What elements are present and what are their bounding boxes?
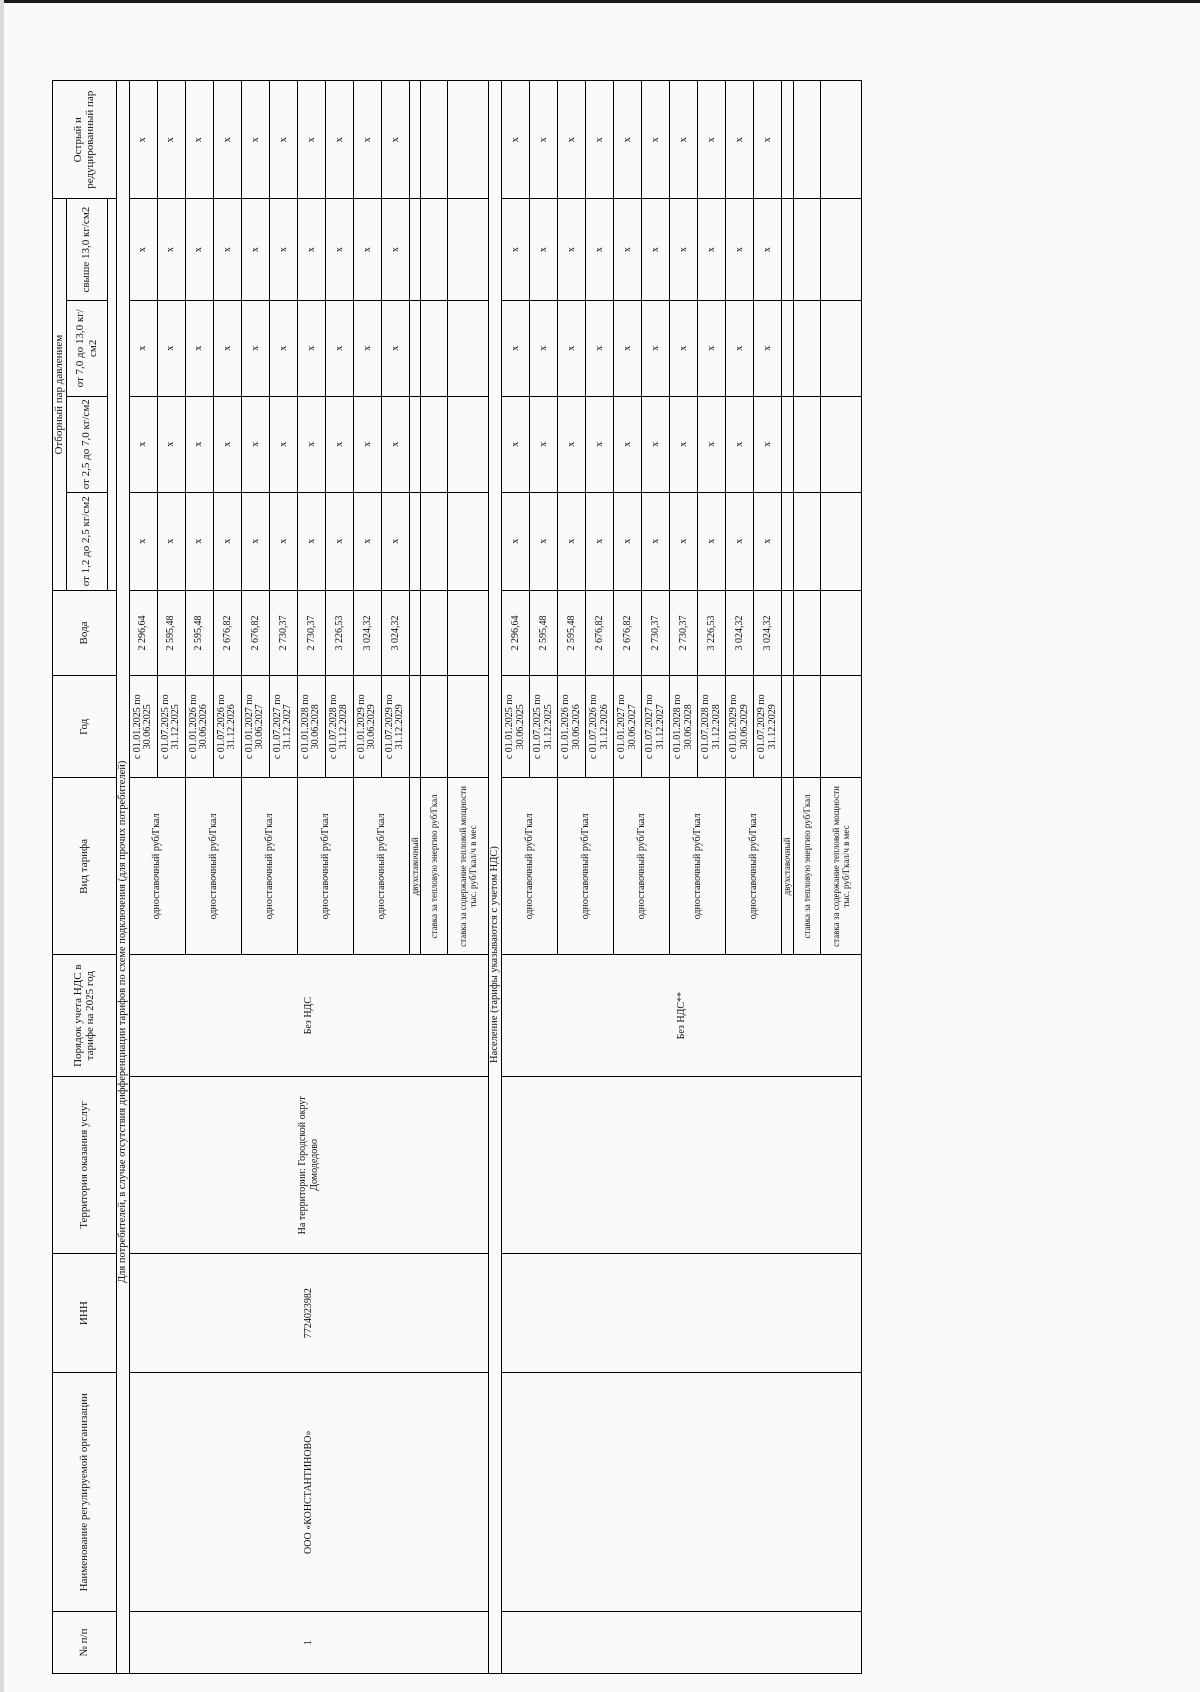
x-mark-cell: x xyxy=(670,492,698,590)
period-cell: с 01.07.2025 по 31.12.2025 xyxy=(157,676,185,778)
section-banner: Население (тарифы указываются с учетом НДС) xyxy=(489,81,502,1674)
x-mark-cell: x xyxy=(754,81,782,199)
x-mark-cell: x xyxy=(157,396,185,492)
header-territory: Территория оказания услуг xyxy=(53,1076,117,1253)
header-pressure-1: от 1,2 до 2,5 кг/см2 xyxy=(66,492,107,590)
x-mark-cell: x xyxy=(325,81,353,199)
x-mark-cell: x xyxy=(726,396,754,492)
empty-cell xyxy=(793,590,820,675)
x-mark-cell: x xyxy=(502,199,530,300)
x-mark-cell: x xyxy=(558,492,586,590)
tariff-body xyxy=(116,81,861,1674)
water-tariff-cell: 3 226,53 xyxy=(325,590,353,675)
x-mark-cell: x xyxy=(726,492,754,590)
empty-cell xyxy=(782,199,793,300)
x-mark-cell: x xyxy=(754,199,782,300)
empty-cell xyxy=(793,300,820,396)
x-mark-cell: x xyxy=(241,492,269,590)
x-mark-cell: x xyxy=(353,396,381,492)
organization-cell xyxy=(502,1373,862,1612)
empty-cell xyxy=(448,590,489,675)
x-mark-cell: x xyxy=(129,492,157,590)
tariff-type-cell: одноставочный руб/Гкал xyxy=(502,778,558,955)
period-cell: с 01.01.2029 по 30.06.2029 xyxy=(726,676,754,778)
x-mark-cell: x xyxy=(325,396,353,492)
x-mark-cell: x xyxy=(297,492,325,590)
water-tariff-cell: 2 676,82 xyxy=(241,590,269,675)
header-pressure-2: от 2,5 до 7,0 кг/см2 xyxy=(66,396,107,492)
tariff-type-cell: одноставочный руб/Гкал xyxy=(670,778,726,955)
x-mark-cell: x xyxy=(586,199,614,300)
tariff-type-cell: одноставочный руб/Гкал xyxy=(297,778,353,955)
water-tariff-cell: 2 730,37 xyxy=(269,590,297,675)
organization-cell: ООО «КОНСТАНТИНОВО» xyxy=(129,1373,489,1612)
x-mark-cell: x xyxy=(129,396,157,492)
empty-cell xyxy=(782,590,793,675)
empty-cell xyxy=(421,492,448,590)
tariff-type-cell: одноставочный руб/Гкал xyxy=(558,778,614,955)
inn-cell xyxy=(502,1253,862,1372)
water-tariff-cell: 2 296,64 xyxy=(129,590,157,675)
x-mark-cell: x xyxy=(614,300,642,396)
row-number-cell xyxy=(502,1612,862,1674)
x-mark-cell: x xyxy=(530,396,558,492)
x-mark-cell: x xyxy=(269,199,297,300)
x-mark-cell: x xyxy=(185,396,213,492)
water-tariff-cell: 3 024,32 xyxy=(381,590,409,675)
empty-cell xyxy=(820,590,861,675)
x-mark-cell: x xyxy=(642,492,670,590)
empty-cell xyxy=(421,676,448,778)
empty-cell xyxy=(782,300,793,396)
x-mark-cell: x xyxy=(269,81,297,199)
x-mark-cell: x xyxy=(642,396,670,492)
x-mark-cell: x xyxy=(381,81,409,199)
period-cell: с 01.01.2027 по 30.06.2027 xyxy=(614,676,642,778)
x-mark-cell: x xyxy=(614,199,642,300)
water-tariff-cell: 2 676,82 xyxy=(213,590,241,675)
x-mark-cell: x xyxy=(558,396,586,492)
x-mark-cell: x xyxy=(726,199,754,300)
x-mark-cell: x xyxy=(614,81,642,199)
header-pressure-3: от 7,0 до 13,0 кг/см2 xyxy=(66,300,107,396)
x-mark-cell: x xyxy=(642,199,670,300)
scan-top-edge xyxy=(0,0,1200,3)
territory-cell: На территории: Городской округ Домодедово xyxy=(129,1076,489,1253)
x-mark-cell: x xyxy=(698,396,726,492)
x-mark-cell: x xyxy=(129,199,157,300)
water-tariff-cell: 2 676,82 xyxy=(614,590,642,675)
period-cell: с 01.01.2025 по 30.06.2025 xyxy=(502,676,530,778)
x-mark-cell: x xyxy=(381,396,409,492)
x-mark-cell: x xyxy=(129,300,157,396)
empty-cell xyxy=(793,199,820,300)
empty-cell xyxy=(409,300,420,396)
empty-cell xyxy=(409,199,420,300)
rate-capacity-label: ставка за содержание тепловой мощности тыс. руб/Гкал/ч в мес xyxy=(820,778,861,955)
x-mark-cell: x xyxy=(698,492,726,590)
empty-cell xyxy=(820,300,861,396)
x-mark-cell: x xyxy=(353,81,381,199)
empty-cell xyxy=(782,676,793,778)
tariff-type-cell: одноставочный руб/Гкал xyxy=(353,778,409,955)
x-mark-cell: x xyxy=(269,300,297,396)
two-part-label: двухставочный xyxy=(782,778,793,955)
empty-cell xyxy=(409,676,420,778)
water-tariff-cell: 3 024,32 xyxy=(353,590,381,675)
x-mark-cell: x xyxy=(558,300,586,396)
header-water: Вода xyxy=(53,590,117,675)
empty-cell xyxy=(782,81,793,199)
x-mark-cell: x xyxy=(530,199,558,300)
period-cell: с 01.01.2029 по 30.06.2029 xyxy=(353,676,381,778)
header-vat-order: Порядок учета НДС в тарифе на 2025 год xyxy=(53,955,117,1077)
period-cell: с 01.07.2026 по 31.12.2026 xyxy=(586,676,614,778)
x-mark-cell: x xyxy=(726,81,754,199)
empty-cell xyxy=(448,396,489,492)
x-mark-cell: x xyxy=(213,81,241,199)
period-cell: с 01.01.2025 по 30.06.2025 xyxy=(129,676,157,778)
empty-cell xyxy=(820,676,861,778)
period-cell: с 01.07.2025 по 31.12.2025 xyxy=(530,676,558,778)
empty-cell xyxy=(421,300,448,396)
x-mark-cell: x xyxy=(586,300,614,396)
x-mark-cell: x xyxy=(754,396,782,492)
water-tariff-cell: 3 226,53 xyxy=(698,590,726,675)
header-selected-steam: Отборный пар давлением xyxy=(53,199,67,590)
x-mark-cell: x xyxy=(381,199,409,300)
x-mark-cell: x xyxy=(726,300,754,396)
tariff-type-cell: одноставочный руб/Гкал xyxy=(185,778,241,955)
x-mark-cell: x xyxy=(502,81,530,199)
water-tariff-cell: 2 595,48 xyxy=(185,590,213,675)
x-mark-cell: x xyxy=(185,300,213,396)
x-mark-cell: x xyxy=(754,300,782,396)
x-mark-cell: x xyxy=(129,81,157,199)
period-cell: с 01.01.2028 по 30.06.2028 xyxy=(670,676,698,778)
empty-cell xyxy=(782,396,793,492)
x-mark-cell: x xyxy=(297,199,325,300)
water-tariff-cell: 2 730,37 xyxy=(642,590,670,675)
empty-cell xyxy=(409,590,420,675)
x-mark-cell: x xyxy=(698,199,726,300)
x-mark-cell: x xyxy=(642,300,670,396)
x-mark-cell: x xyxy=(297,81,325,199)
water-tariff-cell: 2 595,48 xyxy=(157,590,185,675)
table-row xyxy=(129,81,157,1674)
water-tariff-cell: 3 024,32 xyxy=(726,590,754,675)
empty-cell xyxy=(820,396,861,492)
period-cell: с 01.01.2026 по 30.06.2026 xyxy=(185,676,213,778)
water-tariff-cell: 2 730,37 xyxy=(670,590,698,675)
water-tariff-cell: 2 595,48 xyxy=(558,590,586,675)
x-mark-cell: x xyxy=(241,300,269,396)
empty-cell xyxy=(820,492,861,590)
x-mark-cell: x xyxy=(558,199,586,300)
x-mark-cell: x xyxy=(213,199,241,300)
header-num: № п/п xyxy=(53,1612,117,1674)
vat-order-cell: Без НДС xyxy=(129,955,489,1077)
period-cell: с 01.07.2028 по 31.12.2028 xyxy=(325,676,353,778)
x-mark-cell: x xyxy=(502,396,530,492)
x-mark-cell: x xyxy=(754,492,782,590)
x-mark-cell: x xyxy=(325,300,353,396)
water-tariff-cell: 2 676,82 xyxy=(586,590,614,675)
scan-left-edge xyxy=(0,0,4,1692)
period-cell: с 01.07.2027 по 31.12.2027 xyxy=(642,676,670,778)
tariff-type-cell: одноставочный руб/Гкал xyxy=(726,778,782,955)
empty-cell xyxy=(793,492,820,590)
period-cell: с 01.07.2029 по 31.12.2029 xyxy=(754,676,782,778)
x-mark-cell: x xyxy=(502,300,530,396)
header-year: Год xyxy=(53,676,117,778)
empty-cell xyxy=(421,199,448,300)
empty-cell xyxy=(409,396,420,492)
x-mark-cell: x xyxy=(325,492,353,590)
header-inn: ИНН xyxy=(53,1253,117,1372)
x-mark-cell: x xyxy=(213,300,241,396)
x-mark-cell: x xyxy=(241,81,269,199)
x-mark-cell: x xyxy=(670,396,698,492)
x-mark-cell: x xyxy=(185,199,213,300)
empty-cell xyxy=(820,199,861,300)
period-cell: с 01.07.2027 по 31.12.2027 xyxy=(269,676,297,778)
water-tariff-cell: 2 730,37 xyxy=(297,590,325,675)
x-mark-cell: x xyxy=(698,300,726,396)
x-mark-cell: x xyxy=(213,492,241,590)
x-mark-cell: x xyxy=(157,199,185,300)
period-cell: с 01.01.2026 по 30.06.2026 xyxy=(558,676,586,778)
empty-cell xyxy=(793,396,820,492)
x-mark-cell: x xyxy=(614,396,642,492)
x-mark-cell: x xyxy=(241,199,269,300)
tariff-type-cell: одноставочный руб/Гкал xyxy=(129,778,185,955)
tariff-table xyxy=(52,80,862,1674)
x-mark-cell: x xyxy=(586,396,614,492)
x-mark-cell: x xyxy=(157,492,185,590)
empty-cell xyxy=(448,676,489,778)
x-mark-cell: x xyxy=(185,492,213,590)
header-organization: Наименование регулируемой организации xyxy=(53,1373,117,1612)
rotated-table-wrapper xyxy=(52,80,862,1674)
x-mark-cell: x xyxy=(670,300,698,396)
x-mark-cell: x xyxy=(157,300,185,396)
empty-cell xyxy=(448,199,489,300)
header-tariff-type: Вид тарифа xyxy=(53,778,117,955)
header-spacer xyxy=(107,199,116,590)
rate-energy-label: ставка за тепловую энергию руб/Гкал xyxy=(421,778,448,955)
tariff-type-cell: одноставочный руб/Гкал xyxy=(614,778,670,955)
x-mark-cell: x xyxy=(530,81,558,199)
x-mark-cell: x xyxy=(325,199,353,300)
empty-cell xyxy=(409,81,420,199)
x-mark-cell: x xyxy=(381,300,409,396)
empty-cell xyxy=(448,81,489,199)
x-mark-cell: x xyxy=(642,81,670,199)
x-mark-cell: x xyxy=(269,396,297,492)
header-sharp-steam: Острый и редуцированный пар xyxy=(53,81,117,199)
water-tariff-cell: 2 296,64 xyxy=(502,590,530,675)
x-mark-cell: x xyxy=(213,396,241,492)
empty-cell xyxy=(448,492,489,590)
x-mark-cell: x xyxy=(353,199,381,300)
x-mark-cell: x xyxy=(586,492,614,590)
x-mark-cell: x xyxy=(353,300,381,396)
water-tariff-cell: 3 024,32 xyxy=(754,590,782,675)
territory-cell xyxy=(502,1076,862,1253)
empty-cell xyxy=(793,81,820,199)
period-cell: с 01.07.2029 по 31.12.2029 xyxy=(381,676,409,778)
tariff-type-cell: одноставочный руб/Гкал xyxy=(241,778,297,955)
x-mark-cell: x xyxy=(558,81,586,199)
x-mark-cell: x xyxy=(502,492,530,590)
x-mark-cell: x xyxy=(670,199,698,300)
x-mark-cell: x xyxy=(297,396,325,492)
period-cell: с 01.01.2027 по 30.06.2027 xyxy=(241,676,269,778)
empty-cell xyxy=(421,81,448,199)
table-row xyxy=(502,81,530,1674)
two-part-label: двухставочный xyxy=(409,778,420,955)
x-mark-cell: x xyxy=(586,81,614,199)
empty-cell xyxy=(421,590,448,675)
period-cell: с 01.01.2028 по 30.06.2028 xyxy=(297,676,325,778)
vat-order-cell: Без НДС** xyxy=(502,955,862,1077)
rate-capacity-label: ставка за содержание тепловой мощности тыс. руб/Гкал/ч в мес xyxy=(448,778,489,955)
period-cell: с 01.07.2028 по 31.12.2028 xyxy=(698,676,726,778)
period-cell: с 01.07.2026 по 31.12.2026 xyxy=(213,676,241,778)
section-banner: Для потребителей, в случае отсутствия дифференциации тарифов по схеме подключения (для прочих потребителей) xyxy=(116,81,129,1674)
empty-cell xyxy=(782,492,793,590)
rate-energy-label: ставка за тепловую энергию руб/Гкал xyxy=(793,778,820,955)
x-mark-cell: x xyxy=(670,81,698,199)
empty-cell xyxy=(409,492,420,590)
empty-cell xyxy=(820,81,861,199)
x-mark-cell: x xyxy=(241,396,269,492)
row-number-cell: 1 xyxy=(129,1612,489,1674)
water-tariff-cell: 2 595,48 xyxy=(530,590,558,675)
x-mark-cell: x xyxy=(185,81,213,199)
empty-cell xyxy=(421,396,448,492)
x-mark-cell: x xyxy=(614,492,642,590)
x-mark-cell: x xyxy=(530,300,558,396)
empty-cell xyxy=(448,300,489,396)
inn-cell: 7724023982 xyxy=(129,1253,489,1372)
x-mark-cell: x xyxy=(157,81,185,199)
x-mark-cell: x xyxy=(353,492,381,590)
x-mark-cell: x xyxy=(269,492,297,590)
x-mark-cell: x xyxy=(381,492,409,590)
x-mark-cell: x xyxy=(530,492,558,590)
x-mark-cell: x xyxy=(698,81,726,199)
header-pressure-4: свыше 13,0 кг/см2 xyxy=(66,199,107,300)
x-mark-cell: x xyxy=(297,300,325,396)
empty-cell xyxy=(793,676,820,778)
